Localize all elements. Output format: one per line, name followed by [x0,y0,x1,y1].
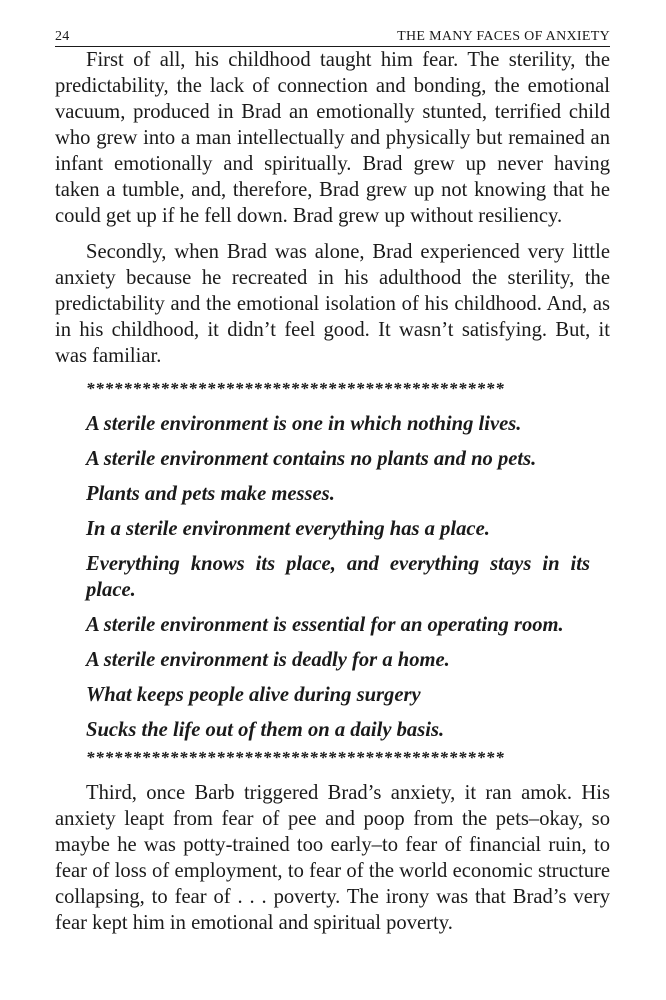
paragraph-third: Third, once Barb triggered Brad’s anxiety, it ran amok. His anxiety leapt from fear of pee and poop from the pets–okay, so maybe he was potty-trained too early–to fear of financial ruin, to fear of loss of employment, to fear of the world economic structure collapsing, to fear of . . . poverty. The irony was that Brad’s very fear kept him in emotional and spiritual poverty. [55,782,610,934]
poem-line: A sterile environment is one in which nothing lives. [86,413,522,435]
poem-line: Sucks the life out of them on a daily basis. [86,719,445,741]
poem-block [55,411,610,743]
running-head [55,28,610,47]
separator-stars-top: ********************************************* [86,379,505,398]
body-text [55,47,610,936]
running-title: THE MANY FACES OF ANXIETY [397,29,610,44]
poem-line: A sterile environment is deadly for a home. [86,649,450,671]
paragraph-first-of-all: First of all, his childhood taught him fear. The sterility, the predictability, the lack of connection and bonding, the emotional vacuum, produced in Brad an emotionally stunted, terrified child who grew into a man intellectually and physically but remained an infant emotionally and spiritually. Brad grew up never having taken a tumble, and, therefore, Brad grew up not knowing that he could get up if he fell down. Brad grew up without resiliency. [55,49,610,227]
poem-line: A sterile environment contains no plants and no pets. [86,448,537,470]
poem-line: Plants and pets make messes. [86,483,335,505]
separator-stars-bottom: ********************************************* [86,748,505,767]
poem-line: In a sterile environment everything has a place. [86,518,490,540]
poem-line: A sterile environment is essential for an operating room. [86,614,564,636]
page-number: 24 [55,29,70,44]
paragraph-secondly: Secondly, when Brad was alone, Brad experienced very little anxiety because he recreated in his adulthood the sterility, the predictability and the emotional isolation of his childhood. And, as in his childhood, it didn’t feel good. It wasn’t satisfying. But, it was familiar. [55,241,610,367]
poem-line: Everything knows its place, and everything stays in its place. [86,553,590,601]
poem-line: What keeps people alive during surgery [86,684,421,706]
